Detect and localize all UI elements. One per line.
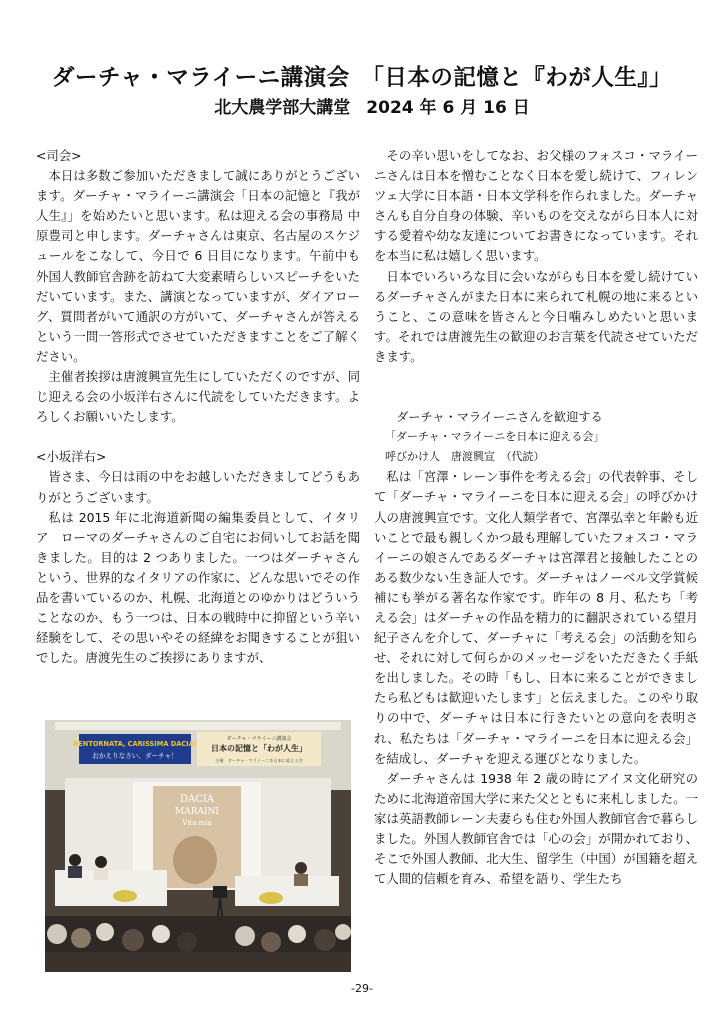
page-title: ダーチャ・マライーニ講演会 「日本の記憶と『わが人生』」 bbox=[51, 65, 673, 91]
right-paragraph-4: ダーチャさんは 1938 年 2 歳の時にアイヌ文化研究のために北海道帝国大学に来た父とともに来札しました。一家は英語教師レーン夫妻らも住む外国人教師官舎で暮らしました。外国人教師官舎では「心の会」が開かれており、そこで外国人教師、北大生、留学生（中国）が国籍を超えて人間的信頼を育み、希望を語り、学生たち bbox=[374, 770, 698, 887]
banner-left-text-2: おかえりなさい、ダーチャ！ bbox=[92, 752, 178, 760]
right-paragraph-2: 日本でいろいろな目に会いながらも日本を愛し続けているダーチャさんがまた日本に来られて札幌の地に来るということ、この意味を皆さんと今日噛みしめたいと思います。それでは唐渡先生の歓迎のお言葉を代読させていただきます。 bbox=[374, 268, 698, 364]
screen-text-1: DACIA bbox=[179, 794, 215, 805]
right-paragraph-3: 私は「宮澤・レーン事件を考える会」の代表幹事、そして「ダーチャ・マライーニを日本に迎える会」の呼びかけ人の唐渡興宣です。文化人類学者で、宮澤弘幸と年齢も近いことで最も親しくかつ最も理解していたフォスコ・マライーニの娘さんであるダーチャは宮澤君と接触したことのある数少ない生き証人です。ダーチャはノーベル文学賞候補にも挙がる著名な作家です。昨年の 8 月、私たち「考える会」はダーチャの作品を精力的に翻訳されている望月紀子さんを介して、ダーチャに「考える会」の活動を知らせ、それに対して何らかのメッセージをいただきたく手紙を出しました。その時「もし、日本に来ることができましたら私どもは歓迎いたします」と伝えました。このやり取りの中で、ダーチャは日本に行きたいとの意向を表明され、私たちは「ダーチャ・マライーニを日本に迎える会」を結成し、ダーチャを迎える運びとなりました。 bbox=[374, 469, 698, 766]
screen-text-2: MARAINI bbox=[175, 807, 219, 817]
event-date: 2024 年 6 月 16 日 bbox=[366, 98, 530, 118]
mc-heading: <司会> bbox=[36, 148, 82, 163]
venue: 北大農学部大講堂 bbox=[214, 98, 351, 118]
left-column bbox=[36, 146, 360, 668]
mc-paragraph-2: 主催者挨拶は唐渡興宣先生にしていただくのですが、同じ迎える会の小坂洋右さんに代読をしていただきます。よろしくお願いいたします。 bbox=[36, 369, 360, 425]
page-subtitle bbox=[0, 93, 724, 118]
kosaka-paragraph-1: 皆さま、今日は雨の中をお越しいただきましてどうもありがとうございます。 bbox=[36, 469, 360, 505]
banner-right-text-1: ダーチャ・マライーニ講演会 bbox=[226, 736, 292, 742]
banner-right-text-2: 日本の記憶と「わが人生」 bbox=[211, 744, 307, 753]
event-photo bbox=[45, 720, 351, 972]
kosaka-paragraph-2: 私は 2015 年に北海道新聞の編集委員として、イタリア ローマのダーチャさんのご自宅にお伺いしてお話を聞きました。目的は 2 つありました。一つはダーチャさんという、世界的なイタリアの作家に、どんな思いでその作品を書いているのか、札幌、北海道とのゆかりはどういうことなのか、もう一つは、日本の戦時中に抑留という辛い経験をして、その思いやその経緯をお聞きすることが狙いでした。唐渡先生のご挨拶にありますが、 bbox=[36, 509, 360, 666]
welcome-organization: 「ダーチャ・マライーニを日本に迎える会」 bbox=[385, 430, 605, 444]
screen-text-3: Vita mia bbox=[182, 819, 212, 827]
kosaka-heading: <小坂洋右> bbox=[36, 449, 107, 465]
page-number: -29- bbox=[351, 982, 373, 995]
mc-paragraph-1: 本日は多数ご参加いただきまして誠にありがとうございます。ダーチャ・マライーニ講演会「日本の記憶と『我が人生』」を始めたいと思います。私は迎える会の事務局 中原豊司と申します。ダーチャさんは東京、名古屋のスケジュールをこなして、今日で 6 日目になります。午前中も外国人教師官舎跡を訪ねて大変素晴らしいスピーチをいただいています。また、講演となっていますが、ダイアローグ、質問者がいて通訳の方がいて、ダーチャさんが答えるという一問一答形式でさせていただきますことをご了解ください。 bbox=[36, 168, 360, 364]
welcome-caller: 呼びかけ人 唐渡興宣 （代読） bbox=[385, 450, 545, 464]
right-paragraph-1: その辛い思いをしてなお、お父様のフォスコ・マライーニさんは日本を憎むことなく日本を愛し続けて、フィレンツェ大学に日本語・日本文学科を作られました。ダーチャさんも自分自身の体験、辛いものを交えながら日本人に対する愛着や幼な友達についてお書きになっています。それを本当に私は嬉しく思います。 bbox=[374, 148, 698, 264]
right-column bbox=[374, 146, 698, 889]
welcome-title: ダーチャ・マライーニさんを歓迎する bbox=[396, 410, 603, 425]
banner-left-text-1: BENTORNATA, CARISSIMA DACIA! bbox=[73, 740, 197, 748]
panel-table-right bbox=[235, 876, 339, 906]
banner-right-text-3: 主催 ダーチャ・マライーニを日本に迎える会 bbox=[215, 758, 303, 763]
